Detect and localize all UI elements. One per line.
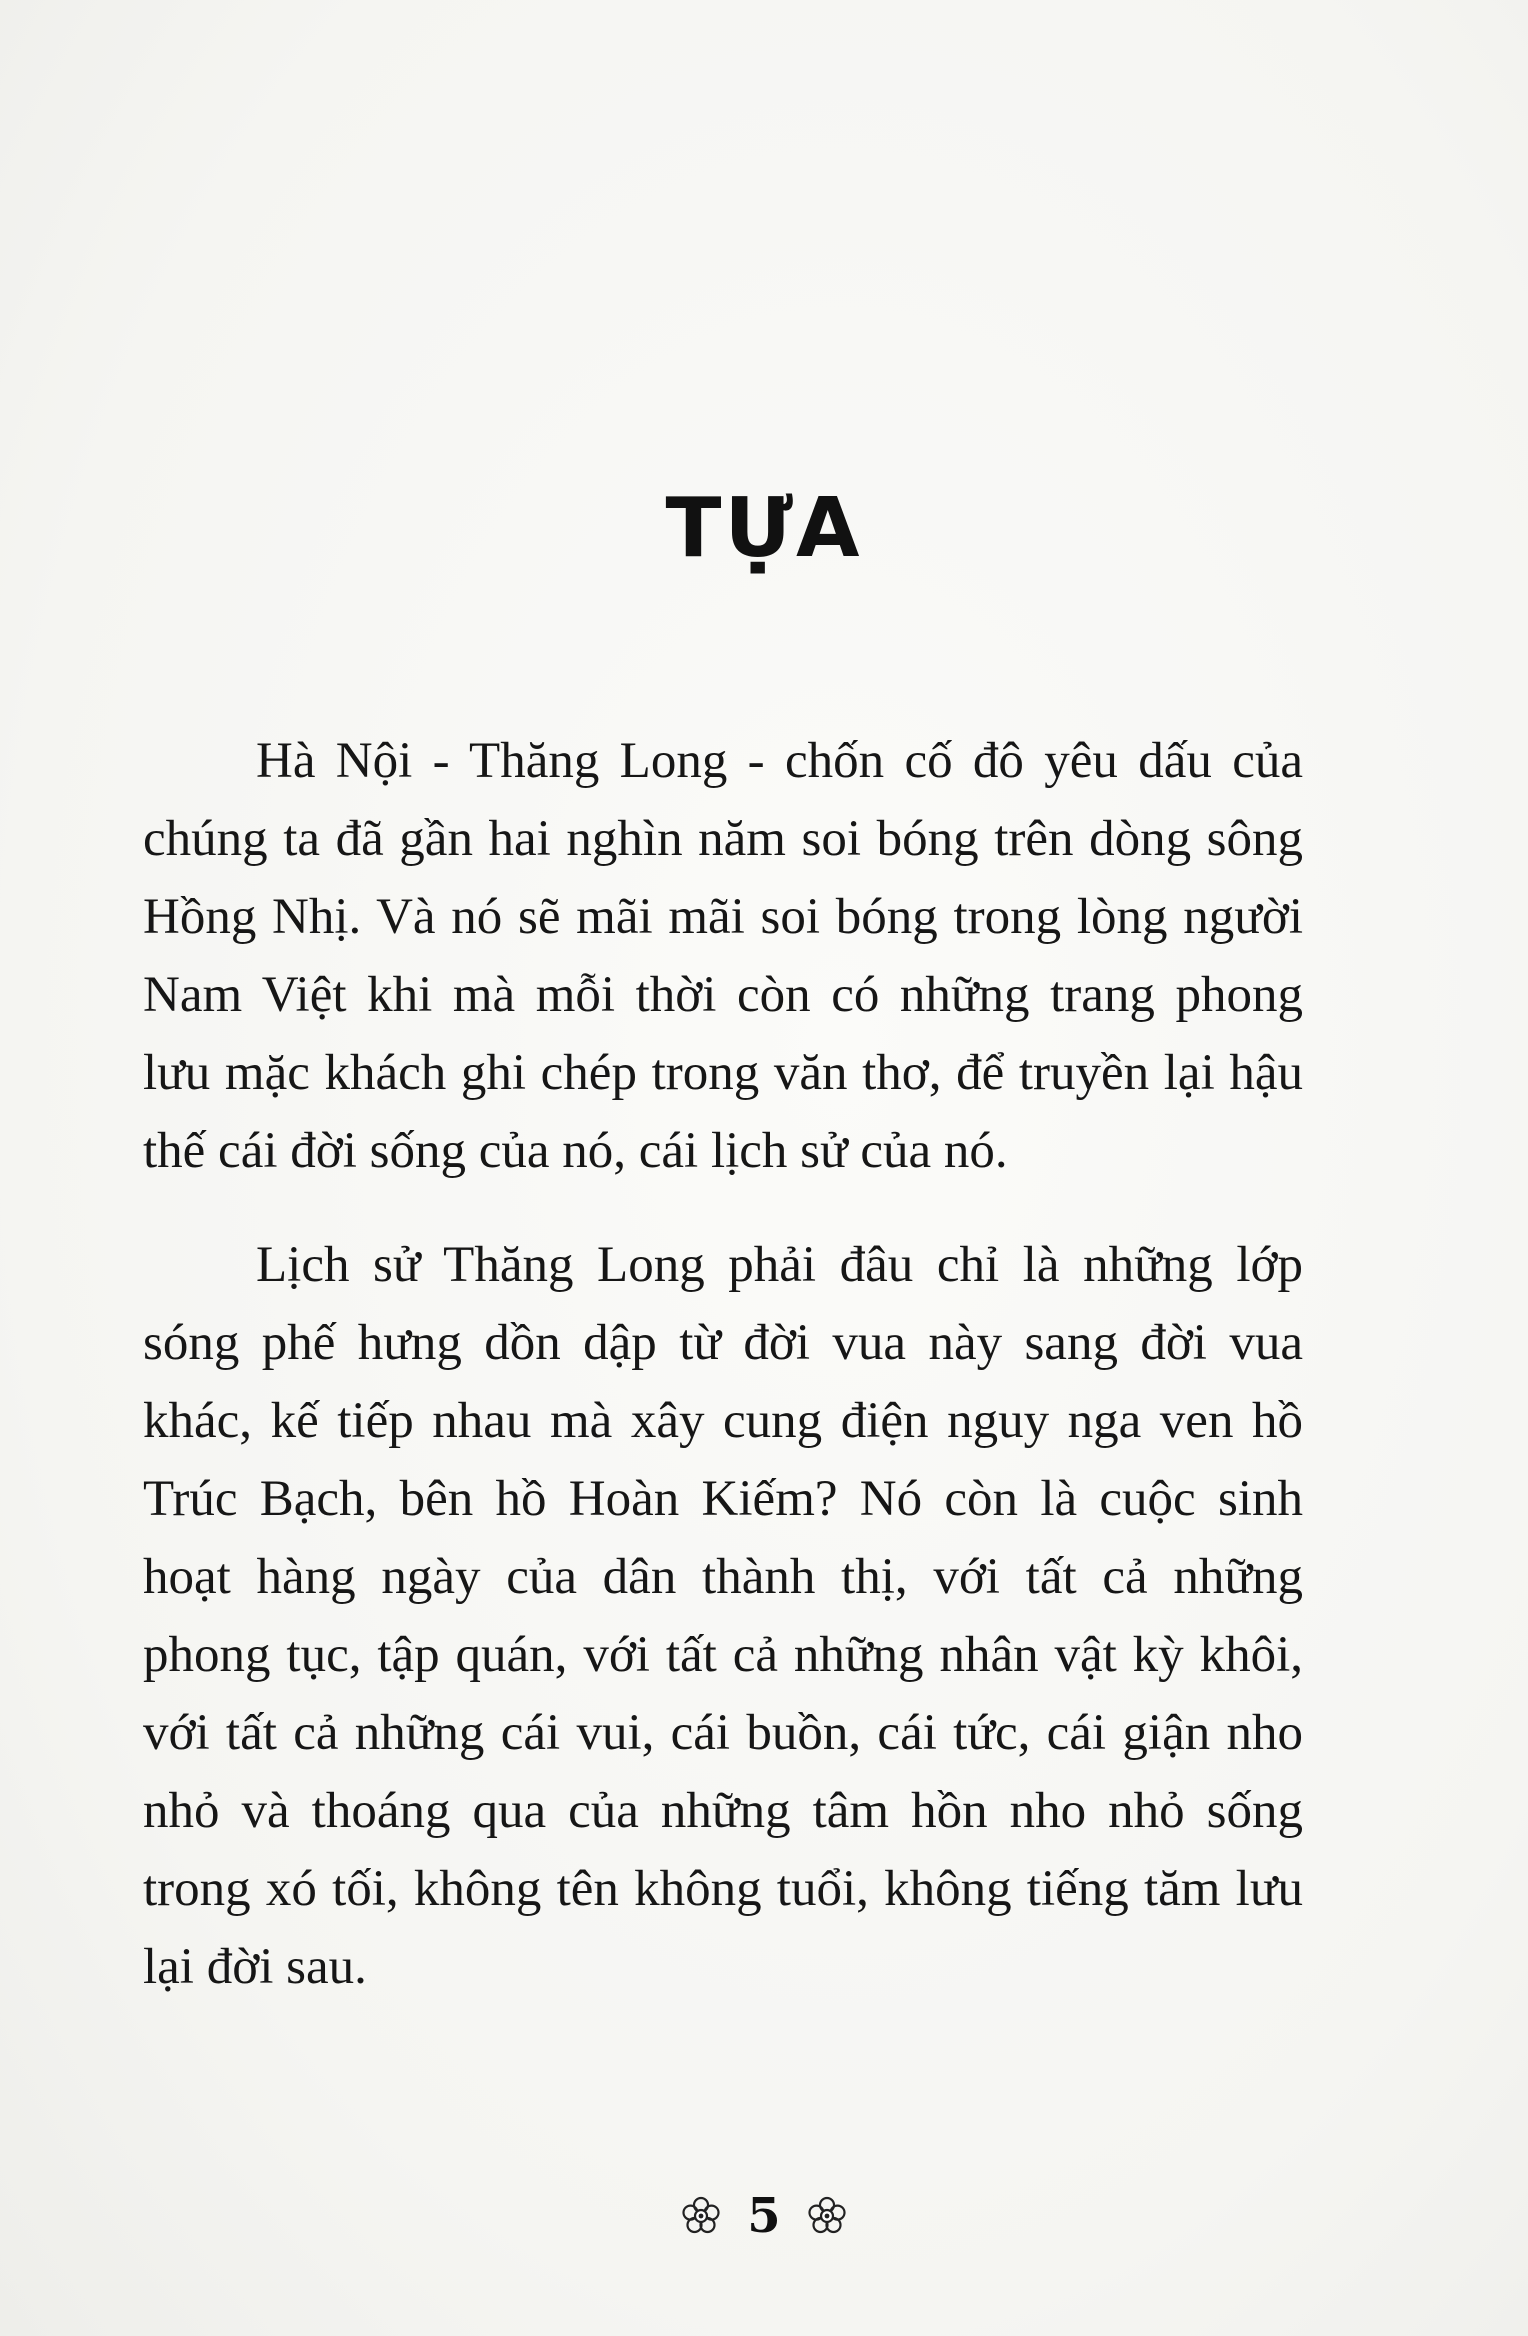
- page-number: 5: [747, 2188, 781, 2244]
- page-title: TỰA: [665, 481, 863, 576]
- flower-icon: [805, 2194, 849, 2238]
- flower-icon: [679, 2194, 723, 2238]
- body-text: [143, 722, 1303, 2006]
- paragraph-1: Hà Nội - Thăng Long - chốn cố đô yêu dấu của chúng ta đã gần hai nghìn năm soi bóng trên dòng sông Hồng Nhị. Và nó sẽ mãi mãi soi bóng trong lòng người Nam Việt khi mà mỗi thời còn có những trang phong lưu mặc khách ghi chép trong văn thơ, để truyền lại hậu thế cái đời sống của nó, cái lịch sử của nó.: [143, 733, 1303, 1179]
- page-footer: [0, 2188, 1528, 2244]
- paragraph-2: Lịch sử Thăng Long phải đâu chỉ là những lớp sóng phế hưng dồn dập từ đời vua này sang đời vua khác, kế tiếp nhau mà xây cung điện nguy nga ven hồ Trúc Bạch, bên hồ Hoàn Kiếm? Nó còn là cuộc sinh hoạt hàng ngày của dân thành thị, với tất cả những phong tục, tập quán, với tất cả những nhân vật kỳ khôi, với tất cả những cái vui, cái buồn, cái tức, cái giận nho nhỏ và thoáng qua của những tâm hồn nho nhỏ sống trong xó tối, không tên không tuổi, không tiếng tăm lưu lại đời sau.: [143, 1237, 1303, 1995]
